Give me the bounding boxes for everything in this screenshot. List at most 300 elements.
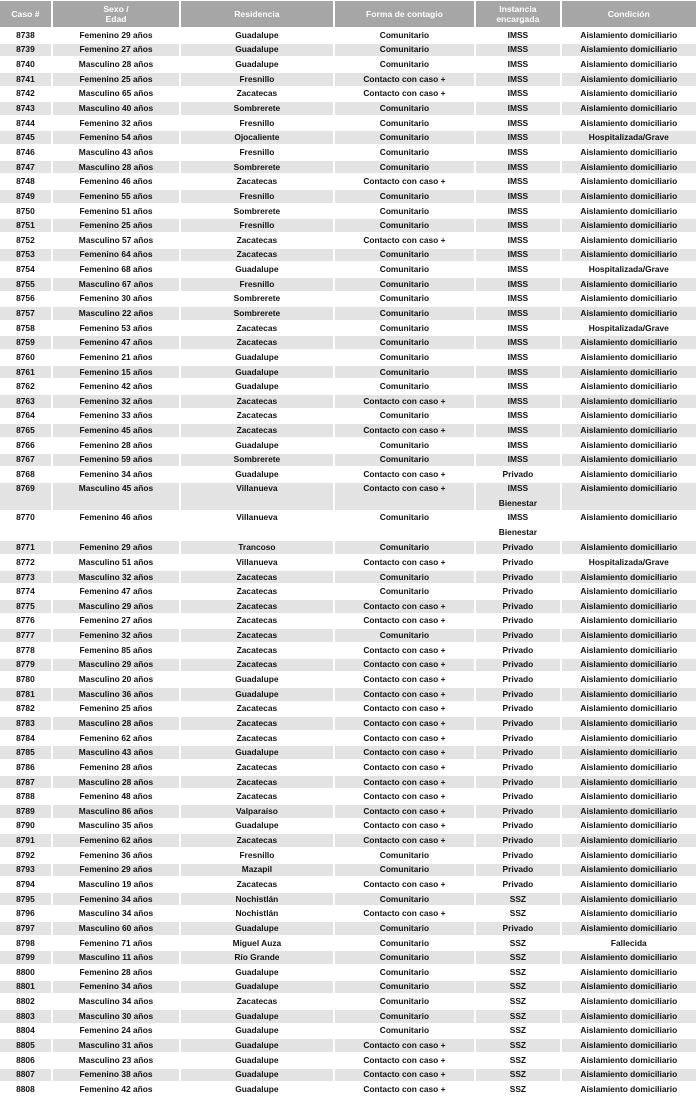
cell-forma-contagio: Contacto con caso + (335, 556, 474, 569)
cell-residencia: Zacatecas (181, 615, 333, 628)
cell-residencia: Guadalupe (181, 981, 333, 994)
cell-instancia: IMSS (476, 322, 559, 335)
cell-condicion: Aislamiento domiciliario (562, 688, 696, 701)
cell-residencia: Guadalupe (181, 44, 333, 57)
table-row (0, 146, 696, 159)
cell-sexo-edad: Femenino 32 años (53, 117, 179, 130)
cell-residencia: Sombrerete (181, 161, 333, 174)
cell-residencia: Zacatecas (181, 585, 333, 598)
cell-condicion: Aislamiento domiciliario (562, 717, 696, 730)
cell-caso: 8784 (0, 732, 51, 745)
cell-condicion: Aislamiento domiciliario (562, 1083, 696, 1096)
cell-sexo-edad: Femenino 42 años (53, 1083, 179, 1096)
cell-condicion: Aislamiento domiciliario (562, 161, 696, 174)
table-row (0, 1025, 696, 1038)
cell-instancia: IMSS (476, 161, 559, 174)
cell-caso: 8751 (0, 219, 51, 232)
cell-caso: 8739 (0, 44, 51, 57)
cell-residencia: Zacatecas (181, 571, 333, 584)
cell-instancia: SSZ (476, 981, 559, 994)
cell-forma-contagio: Contacto con caso + (335, 175, 474, 188)
cell-caso: 8763 (0, 395, 51, 408)
cell-residencia: Guadalupe (181, 439, 333, 452)
cell-residencia: Zacatecas (181, 878, 333, 891)
cell-instancia: Privado (476, 732, 559, 745)
table-row (0, 717, 696, 730)
cell-caso: 8743 (0, 102, 51, 115)
cell-residencia: Nochistlán (181, 907, 333, 920)
cell-condicion: Aislamiento domiciliario (562, 878, 696, 891)
cell-condicion: Aislamiento domiciliario (562, 981, 696, 994)
table-row (0, 88, 696, 101)
cell-condicion: Aislamiento domiciliario (562, 512, 696, 539)
cell-residencia: Fresnillo (181, 117, 333, 130)
cell-sexo-edad: Femenino 46 años (53, 512, 179, 539)
cell-forma-contagio: Contacto con caso + (335, 1054, 474, 1067)
cell-residencia: Zacatecas (181, 249, 333, 262)
cell-instancia: IMSS (476, 366, 559, 379)
cell-residencia: Villanueva (181, 556, 333, 569)
table-row (0, 351, 696, 364)
cell-residencia: Zacatecas (181, 175, 333, 188)
cell-residencia: Zacatecas (181, 336, 333, 349)
cell-instancia: IMSS (476, 263, 559, 276)
table-row (0, 981, 696, 994)
cell-instancia: IMSS (476, 424, 559, 437)
cell-sexo-edad: Femenino 25 años (53, 219, 179, 232)
cell-instancia: Privado (476, 688, 559, 701)
cell-forma-contagio: Contacto con caso + (335, 790, 474, 803)
cell-residencia: Miguel Auza (181, 937, 333, 950)
cell-residencia: Nochistlán (181, 893, 333, 906)
table-row (0, 556, 696, 569)
table-row (0, 410, 696, 423)
cell-caso: 8770 (0, 512, 51, 539)
table-row (0, 746, 696, 759)
cell-forma-contagio: Contacto con caso + (335, 468, 474, 481)
cell-caso: 8805 (0, 1039, 51, 1052)
cell-forma-contagio: Contacto con caso + (335, 424, 474, 437)
cell-residencia: Fresnillo (181, 849, 333, 862)
table-row (0, 161, 696, 174)
cell-caso: 8797 (0, 922, 51, 935)
cell-forma-contagio: Comunitario (335, 541, 474, 554)
cell-caso: 8798 (0, 937, 51, 950)
cell-condicion: Aislamiento domiciliario (562, 175, 696, 188)
cell-residencia: Fresnillo (181, 190, 333, 203)
cell-sexo-edad: Femenino 34 años (53, 893, 179, 906)
cell-residencia: Zacatecas (181, 659, 333, 672)
cell-sexo-edad: Femenino 46 años (53, 175, 179, 188)
cell-instancia: IMSS (476, 73, 559, 86)
cell-residencia: Sombrerete (181, 454, 333, 467)
cell-caso: 8738 (0, 29, 51, 42)
cell-sexo-edad: Femenino 45 años (53, 424, 179, 437)
table-row (0, 44, 696, 57)
cell-instancia: Privado (476, 717, 559, 730)
cell-forma-contagio: Comunitario (335, 937, 474, 950)
cell-caso: 8766 (0, 439, 51, 452)
cell-condicion: Aislamiento domiciliario (562, 336, 696, 349)
cell-residencia: Zacatecas (181, 424, 333, 437)
cell-sexo-edad: Femenino 38 años (53, 1069, 179, 1082)
cell-residencia: Fresnillo (181, 219, 333, 232)
cell-sexo-edad: Femenino 51 años (53, 205, 179, 218)
cell-caso: 8780 (0, 673, 51, 686)
cell-sexo-edad: Femenino 24 años (53, 1025, 179, 1038)
cell-instancia: IMSS (476, 410, 559, 423)
table-row (0, 322, 696, 335)
table-row (0, 805, 696, 818)
cell-caso: 8779 (0, 659, 51, 672)
cell-sexo-edad: Femenino 54 años (53, 131, 179, 144)
cell-residencia: Sombrerete (181, 205, 333, 218)
cell-instancia-line2: Bienestar (498, 497, 537, 508)
cell-residencia: Zacatecas (181, 410, 333, 423)
cell-sexo-edad: Femenino 27 años (53, 615, 179, 628)
table-row (0, 29, 696, 42)
cell-condicion: Aislamiento domiciliario (562, 58, 696, 71)
cell-sexo-edad: Femenino 62 años (53, 834, 179, 847)
cell-sexo-edad: Masculino 45 años (53, 483, 179, 510)
cell-caso: 8803 (0, 1010, 51, 1023)
cell-caso: 8756 (0, 293, 51, 306)
cell-condicion: Aislamiento domiciliario (562, 29, 696, 42)
cell-forma-contagio: Comunitario (335, 454, 474, 467)
cell-condicion: Aislamiento domiciliario (562, 1069, 696, 1082)
cell-condicion: Aislamiento domiciliario (562, 73, 696, 86)
cell-condicion: Aislamiento domiciliario (562, 746, 696, 759)
cell-condicion: Aislamiento domiciliario (562, 600, 696, 613)
cell-sexo-edad: Femenino 85 años (53, 644, 179, 657)
cell-condicion: Aislamiento domiciliario (562, 307, 696, 320)
cell-sexo-edad: Masculino 57 años (53, 234, 179, 247)
cell-condicion: Aislamiento domiciliario (562, 190, 696, 203)
cell-residencia: Zacatecas (181, 717, 333, 730)
cell-sexo-edad: Masculino 31 años (53, 1039, 179, 1052)
cell-caso: 8754 (0, 263, 51, 276)
table-row (0, 834, 696, 847)
cell-sexo-edad: Masculino 29 años (53, 600, 179, 613)
cell-instancia: IMSS (476, 234, 559, 247)
cell-caso: 8794 (0, 878, 51, 891)
cell-instancia: Privado (476, 703, 559, 716)
cell-residencia: Valparaíso (181, 805, 333, 818)
cell-instancia: Privado (476, 776, 559, 789)
cell-sexo-edad: Masculino 28 años (53, 717, 179, 730)
cell-instancia (476, 483, 559, 510)
cell-forma-contagio: Contacto con caso + (335, 878, 474, 891)
cell-sexo-edad: Femenino 32 años (53, 395, 179, 408)
cell-caso: 8790 (0, 820, 51, 833)
cell-residencia: Guadalupe (181, 922, 333, 935)
cell-caso: 8761 (0, 366, 51, 379)
cell-instancia: SSZ (476, 937, 559, 950)
table-header-row (0, 1, 696, 27)
cell-instancia: SSZ (476, 893, 559, 906)
cell-forma-contagio: Contacto con caso + (335, 644, 474, 657)
cell-sexo-edad: Masculino 60 años (53, 922, 179, 935)
cell-condicion: Aislamiento domiciliario (562, 615, 696, 628)
cell-condicion: Aislamiento domiciliario (562, 219, 696, 232)
cell-forma-contagio: Comunitario (335, 629, 474, 642)
cell-instancia: IMSS (476, 380, 559, 393)
cell-residencia: Zacatecas (181, 322, 333, 335)
cell-forma-contagio: Comunitario (335, 922, 474, 935)
cell-instancia: Privado (476, 629, 559, 642)
cell-forma-contagio: Comunitario (335, 161, 474, 174)
cell-condicion: Aislamiento domiciliario (562, 541, 696, 554)
cell-instancia: IMSS (476, 454, 559, 467)
cell-condicion: Aislamiento domiciliario (562, 790, 696, 803)
cell-sexo-edad: Masculino 67 años (53, 278, 179, 291)
cell-sexo-edad: Femenino 59 años (53, 454, 179, 467)
cell-condicion: Aislamiento domiciliario (562, 761, 696, 774)
cell-forma-contagio: Contacto con caso + (335, 688, 474, 701)
cell-residencia: Zacatecas (181, 644, 333, 657)
cell-caso: 8799 (0, 951, 51, 964)
table-row (0, 732, 696, 745)
cell-forma-contagio: Contacto con caso + (335, 746, 474, 759)
cell-sexo-edad: Masculino 23 años (53, 1054, 179, 1067)
cell-caso: 8777 (0, 629, 51, 642)
cell-sexo-edad: Femenino 25 años (53, 703, 179, 716)
cell-caso: 8740 (0, 58, 51, 71)
cell-condicion: Aislamiento domiciliario (562, 732, 696, 745)
cell-condicion: Hospitalizada/Grave (562, 322, 696, 335)
cell-caso: 8759 (0, 336, 51, 349)
table-row (0, 673, 696, 686)
cell-condicion: Aislamiento domiciliario (562, 146, 696, 159)
table-row (0, 395, 696, 408)
cell-caso: 8769 (0, 483, 51, 510)
cell-sexo-edad: Femenino 62 años (53, 732, 179, 745)
cell-forma-contagio: Contacto con caso + (335, 776, 474, 789)
cell-caso: 8806 (0, 1054, 51, 1067)
cell-caso: 8778 (0, 644, 51, 657)
table-row (0, 585, 696, 598)
table-row (0, 58, 696, 71)
table-row (0, 703, 696, 716)
header-encargada-label: encargada (496, 14, 540, 24)
cell-sexo-edad: Femenino 28 años (53, 439, 179, 452)
cell-forma-contagio: Contacto con caso + (335, 761, 474, 774)
cell-instancia: IMSS (476, 307, 559, 320)
cell-forma-contagio: Comunitario (335, 585, 474, 598)
cell-instancia: SSZ (476, 951, 559, 964)
cell-forma-contagio: Contacto con caso + (335, 805, 474, 818)
table-row (0, 380, 696, 393)
cell-caso: 8757 (0, 307, 51, 320)
cell-sexo-edad: Masculino 28 años (53, 161, 179, 174)
header-forma-contagio: Forma de contagio (335, 1, 474, 27)
cell-residencia: Zacatecas (181, 600, 333, 613)
cell-forma-contagio: Comunitario (335, 322, 474, 335)
cell-condicion: Aislamiento domiciliario (562, 703, 696, 716)
cell-condicion: Aislamiento domiciliario (562, 1039, 696, 1052)
cell-condicion: Aislamiento domiciliario (562, 483, 696, 510)
table-row (0, 278, 696, 291)
cell-caso: 8791 (0, 834, 51, 847)
cell-caso: 8783 (0, 717, 51, 730)
header-sexo-label: Sexo / (103, 4, 129, 14)
cell-caso: 8795 (0, 893, 51, 906)
cell-instancia: IMSS (476, 293, 559, 306)
cell-forma-contagio: Contacto con caso + (335, 659, 474, 672)
cell-condicion: Aislamiento domiciliario (562, 849, 696, 862)
cell-sexo-edad: Femenino 55 años (53, 190, 179, 203)
cell-residencia: Fresnillo (181, 278, 333, 291)
cell-residencia: Guadalupe (181, 29, 333, 42)
cell-condicion: Aislamiento domiciliario (562, 454, 696, 467)
cell-caso: 8745 (0, 131, 51, 144)
cell-caso: 8755 (0, 278, 51, 291)
cell-instancia: IMSS (476, 219, 559, 232)
table-row (0, 73, 696, 86)
cell-forma-contagio: Contacto con caso + (335, 732, 474, 745)
header-edad-label: Edad (105, 14, 127, 24)
cell-forma-contagio: Comunitario (335, 351, 474, 364)
cell-condicion: Aislamiento domiciliario (562, 805, 696, 818)
cell-instancia: SSZ (476, 1069, 559, 1082)
cell-forma-contagio: Comunitario (335, 995, 474, 1008)
cell-forma-contagio: Comunitario (335, 893, 474, 906)
cell-caso: 8792 (0, 849, 51, 862)
cell-residencia: Zacatecas (181, 234, 333, 247)
table-row (0, 249, 696, 262)
cell-forma-contagio: Contacto con caso + (335, 1069, 474, 1082)
cell-condicion: Hospitalizada/Grave (562, 263, 696, 276)
cell-instancia: IMSS (476, 58, 559, 71)
cell-caso: 8762 (0, 380, 51, 393)
cell-sexo-edad: Masculino 34 años (53, 907, 179, 920)
table-row (0, 864, 696, 877)
cell-caso: 8744 (0, 117, 51, 130)
cell-caso: 8789 (0, 805, 51, 818)
cell-forma-contagio: Contacto con caso + (335, 615, 474, 628)
cell-sexo-edad: Femenino 47 años (53, 585, 179, 598)
cell-residencia: Zacatecas (181, 732, 333, 745)
cell-instancia: IMSS (476, 29, 559, 42)
cell-caso: 8804 (0, 1025, 51, 1038)
cell-sexo-edad: Masculino 22 años (53, 307, 179, 320)
cell-residencia: Sombrerete (181, 307, 333, 320)
cell-caso: 8741 (0, 73, 51, 86)
table-row (0, 995, 696, 1008)
cell-condicion: Hospitalizada/Grave (562, 556, 696, 569)
cell-instancia: IMSS (476, 44, 559, 57)
cell-forma-contagio: Comunitario (335, 146, 474, 159)
cell-instancia: Privado (476, 468, 559, 481)
table-row (0, 483, 696, 510)
cell-forma-contagio: Comunitario (335, 380, 474, 393)
cell-instancia: Privado (476, 541, 559, 554)
cell-residencia: Zacatecas (181, 790, 333, 803)
cell-instancia: Privado (476, 556, 559, 569)
table-row (0, 644, 696, 657)
cell-condicion: Aislamiento domiciliario (562, 644, 696, 657)
cell-instancia: Privado (476, 571, 559, 584)
cell-caso: 8748 (0, 175, 51, 188)
cell-residencia: Guadalupe (181, 366, 333, 379)
cell-condicion: Aislamiento domiciliario (562, 1025, 696, 1038)
cell-forma-contagio: Comunitario (335, 44, 474, 57)
table-row (0, 1054, 696, 1067)
cell-instancia: IMSS (476, 395, 559, 408)
cell-residencia: Zacatecas (181, 629, 333, 642)
cell-forma-contagio: Comunitario (335, 571, 474, 584)
cell-sexo-edad: Femenino 48 años (53, 790, 179, 803)
table-row (0, 366, 696, 379)
cell-condicion: Aislamiento domiciliario (562, 380, 696, 393)
cell-sexo-edad: Femenino 30 años (53, 293, 179, 306)
cell-sexo-edad: Masculino 43 años (53, 146, 179, 159)
cell-sexo-edad: Femenino 36 años (53, 849, 179, 862)
cell-caso: 8749 (0, 190, 51, 203)
cell-instancia: Privado (476, 849, 559, 862)
cell-caso: 8785 (0, 746, 51, 759)
cell-caso: 8802 (0, 995, 51, 1008)
cell-residencia: Guadalupe (181, 688, 333, 701)
table-row (0, 571, 696, 584)
cell-forma-contagio: Contacto con caso + (335, 703, 474, 716)
cell-sexo-edad: Femenino 15 años (53, 366, 179, 379)
cell-forma-contagio: Contacto con caso + (335, 907, 474, 920)
cell-condicion: Aislamiento domiciliario (562, 278, 696, 291)
table-row (0, 219, 696, 232)
cell-residencia: Guadalupe (181, 263, 333, 276)
cell-condicion: Aislamiento domiciliario (562, 951, 696, 964)
cell-residencia: Guadalupe (181, 351, 333, 364)
cell-forma-contagio: Comunitario (335, 439, 474, 452)
cell-forma-contagio: Comunitario (335, 864, 474, 877)
cell-forma-contagio: Comunitario (335, 1010, 474, 1023)
table-row (0, 790, 696, 803)
cell-forma-contagio: Contacto con caso + (335, 483, 474, 510)
table-row (0, 454, 696, 467)
cell-sexo-edad: Masculino 28 años (53, 776, 179, 789)
cell-instancia: Privado (476, 600, 559, 613)
cell-condicion: Aislamiento domiciliario (562, 585, 696, 598)
cell-residencia: Río Grande (181, 951, 333, 964)
cell-instancia: IMSS (476, 88, 559, 101)
table-row (0, 893, 696, 906)
table-row (0, 512, 696, 539)
cell-residencia: Guadalupe (181, 380, 333, 393)
cell-forma-contagio: Comunitario (335, 512, 474, 539)
table-row (0, 439, 696, 452)
cell-sexo-edad: Femenino 29 años (53, 541, 179, 554)
cell-instancia: SSZ (476, 1083, 559, 1096)
cell-instancia: SSZ (476, 1025, 559, 1038)
cell-instancia: Privado (476, 615, 559, 628)
cell-condicion: Aislamiento domiciliario (562, 44, 696, 57)
cell-instancia: SSZ (476, 907, 559, 920)
cell-forma-contagio: Comunitario (335, 336, 474, 349)
cell-forma-contagio: Comunitario (335, 366, 474, 379)
cell-forma-contagio: Contacto con caso + (335, 1039, 474, 1052)
cell-forma-contagio: Comunitario (335, 58, 474, 71)
cell-forma-contagio: Comunitario (335, 219, 474, 232)
cell-condicion: Aislamiento domiciliario (562, 1010, 696, 1023)
cell-forma-contagio: Comunitario (335, 249, 474, 262)
cell-residencia: Fresnillo (181, 146, 333, 159)
cell-condicion: Aislamiento domiciliario (562, 395, 696, 408)
cell-caso: 8772 (0, 556, 51, 569)
cell-condicion: Aislamiento domiciliario (562, 995, 696, 1008)
cell-forma-contagio: Comunitario (335, 293, 474, 306)
cell-condicion: Aislamiento domiciliario (562, 629, 696, 642)
